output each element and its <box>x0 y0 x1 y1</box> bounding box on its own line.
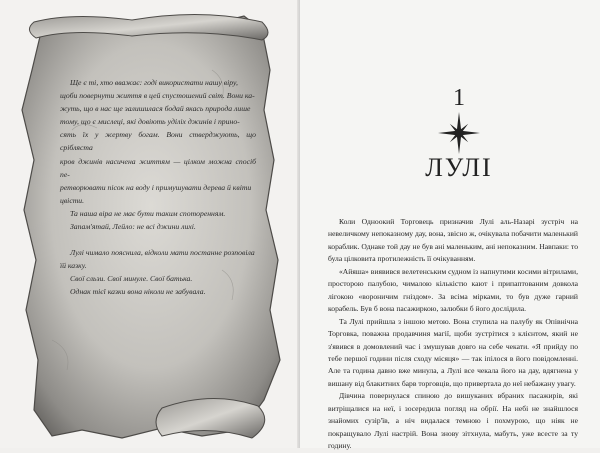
parchment-scroll <box>12 10 284 442</box>
left-page <box>0 0 300 448</box>
parchment-line: цвісти. <box>60 195 85 205</box>
chapter-title: ЛУЛІ <box>425 153 493 182</box>
parchment-line: Свої сльзи. Свої минуле. Свої батька. <box>70 274 193 284</box>
paragraph: Дівчина повернулася спиною до вишуканих вбраних пасажирів, які витріщалися на неї, і зосередила погляд на обрії. На небі не знайшлося знайомих сузір'їв, а ніч видалася темною і похмурою, що ніяк не покращувало Лулі настрій. Вона знову зітхнула, мабуть, уже всесте за ту годину. <box>328 391 578 451</box>
parchment-line: сять їх у жертву богам. Вони стверджують, що срібляста <box>60 130 256 153</box>
parchment-line: Однак тієї казки вона ніколи не забувала. <box>70 287 206 297</box>
parchment-line: Запам'ятай, Лейло: не всі джини лихі. <box>70 222 196 232</box>
parchment-line: Та наша віра не має бути таким споторенням. <box>70 208 226 218</box>
parchment-line: Ще є ті, хто вважає: годі використати нашу віру, <box>70 78 238 87</box>
parchment-line: Лулі чимало пояснила, відколи мати постанне розповіла <box>70 248 255 258</box>
parchment-line: кров джинів насичена життям — цілком можна спосіб пе- <box>60 156 256 179</box>
paragraph: Коли Одноокий Торговець призначив Лулі аль-Назарі зустріч на невеличкому непоказному дау, вона, звісно ж, очікувала побачити маленький кораблик. Однаке той дау не був ані маленьким, ані непоказним. Навпаки: то була цілковита протилежність її очікуванням. <box>328 217 578 264</box>
parchment-line: тому, що є мислеці, які довіють уділіх джинів і прино- <box>60 117 240 127</box>
paragraph: Та Лулі прийшла з іншою метою. Вона ступила на палубу як Опівнічна Торговка, поважна продавчиня магії, щоби зустрітися з клієнтом, який не з'явився в домовлений час і змушував довго на себе чекати. «Я прийду по тебе першої години після сходу місяця» — так іпілося в його повідомленні. Але та година давно вже минула, а Лулі все чекала його на дау, вдягнена у вишану від блакитних барв торговців, що привертала до неї небажану увагу. <box>328 316 578 388</box>
chapter-number: 1 <box>453 85 465 111</box>
chapter-body <box>328 216 578 453</box>
parchment-line: щоби повернути життя в цей спустошений світ. Вони ка- <box>60 91 255 101</box>
parchment-line: ретворювати пісок на воду і примушувати дерева й квіти <box>60 182 252 192</box>
parchment-text <box>60 76 256 299</box>
star-icon <box>438 112 480 154</box>
paragraph: «Айяша» виявився велетенським судном із напнутими косими вітрилами, просторою палубою, чималою кількістю кают і припаптованим довкола лігокою «вороничим гніздом». За всіма мірками, то був дуже гарний корабель. Був б вона пасажиркою, залюбки б його дослідила. <box>328 266 578 314</box>
parchment-line: їй казку. <box>60 261 87 271</box>
parchment-line: жуть, що в нас ще залишилася бодай якась природа лише <box>60 104 251 114</box>
